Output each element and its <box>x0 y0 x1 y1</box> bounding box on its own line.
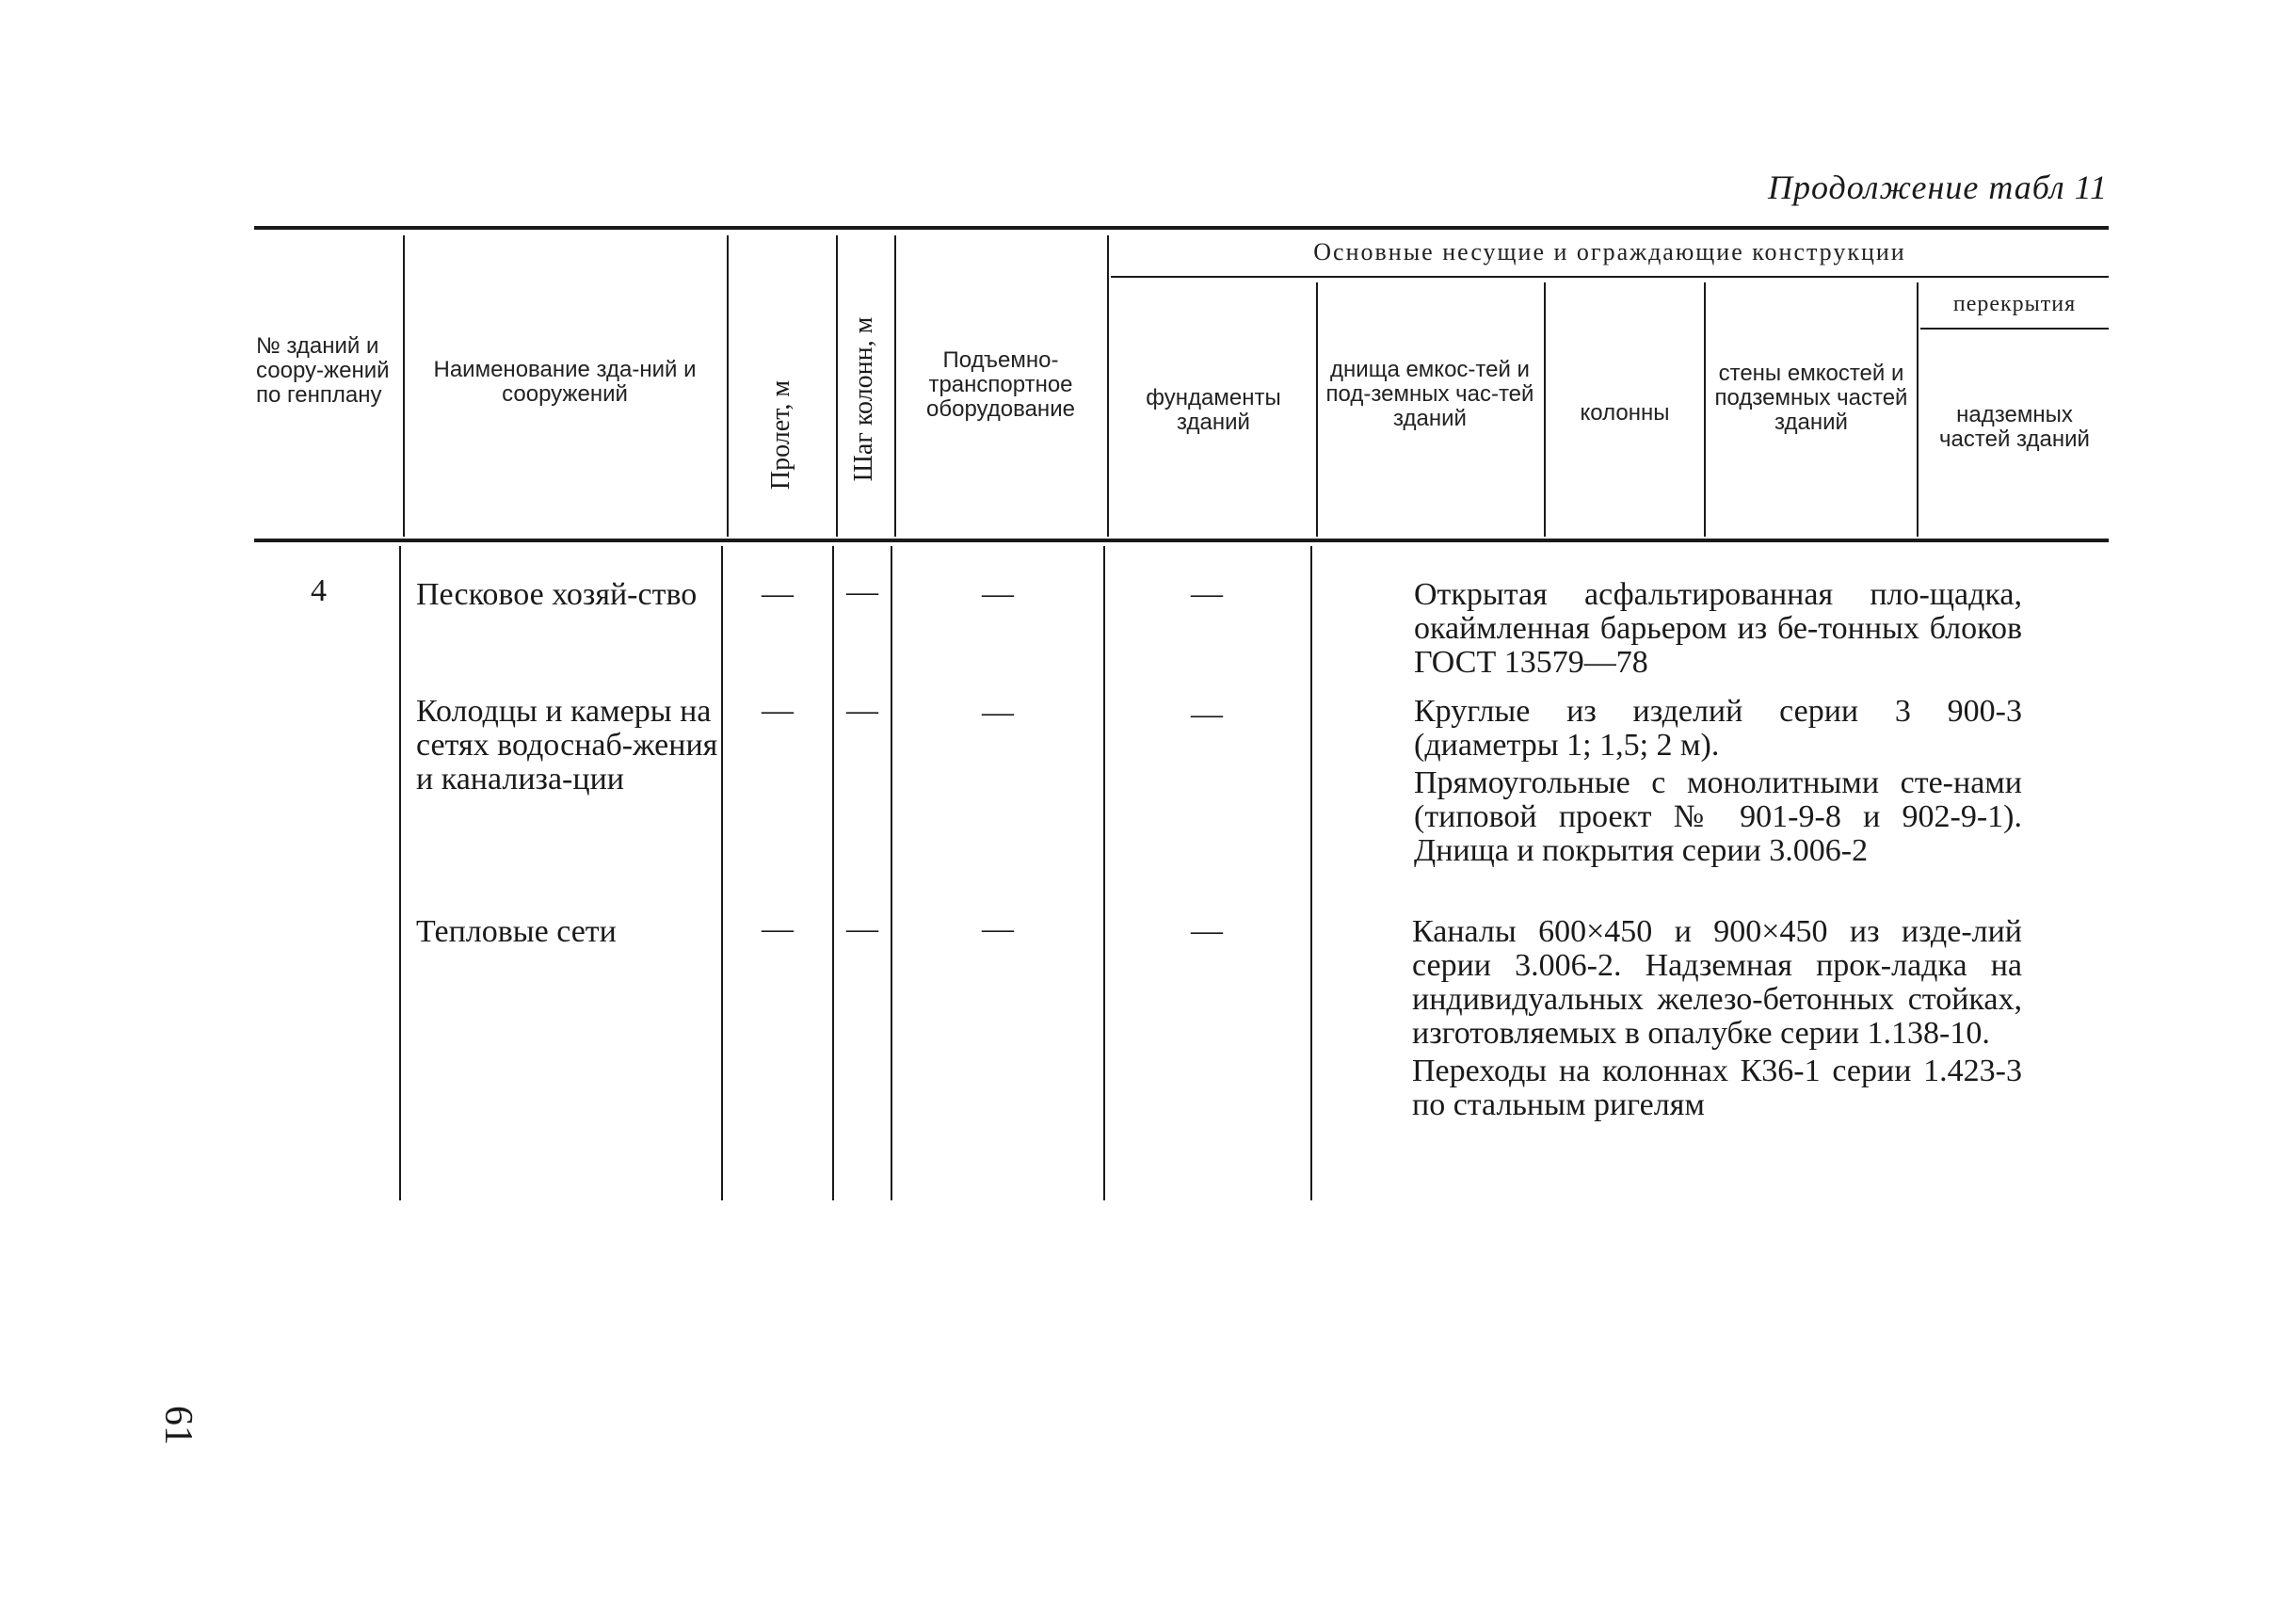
row-3-name: Тепловые сети <box>416 914 617 949</box>
header-columns: колонны <box>1580 400 1670 426</box>
body-divider <box>1310 546 1312 1200</box>
header-divider <box>836 235 838 537</box>
header-divider <box>727 235 729 537</box>
row-2-span: — <box>762 693 794 728</box>
row-3-span: — <box>762 911 794 946</box>
header-group: Основные несущие и ограждающие конструкции <box>1313 238 1906 265</box>
header-name: Наименование зда-ний и сооружений <box>433 357 697 407</box>
row-2-lift: — <box>982 695 1014 730</box>
header-bottom-rule <box>254 539 2109 542</box>
page-number: 61 <box>156 1406 200 1445</box>
header-divider <box>1107 235 1109 537</box>
row-1-step: — <box>846 574 878 609</box>
row-3-step: — <box>846 911 878 946</box>
body-divider <box>721 546 723 1200</box>
row-1-span: — <box>762 576 794 611</box>
row-1-lift: — <box>982 576 1014 611</box>
header-num: № зданий и соору-жений по генплану <box>256 333 390 408</box>
row-2-desc-p1: Круглые из изделий серии 3 900-3 (диаметры 1; 1,5; 2 м). <box>1414 694 2022 763</box>
table-caption: Продолжение табл 11 <box>1767 169 2108 206</box>
row-2-name: Колодцы и камеры на сетях водоснаб-жения и канализа-ции <box>416 694 718 796</box>
body-divider <box>1103 546 1105 1200</box>
row-2-desc-p2: Прямоугольные с монолитными сте-нами (типовой проект № 901-9-8 и 902-9-1). Днища и покрытия серии 3.006-2 <box>1414 765 2022 868</box>
row-2-foundations: — <box>1191 697 1223 732</box>
group-rule <box>1111 276 2109 278</box>
top-rule <box>254 226 2109 230</box>
floors-rule <box>1920 328 2109 330</box>
header-foundations: фундаменты зданий <box>1146 385 1281 435</box>
row-2-step: — <box>846 693 878 728</box>
body-divider <box>891 546 892 1200</box>
header-floors-group: перекрытия <box>1952 292 2077 316</box>
header-step: Шаг колонн, м <box>849 316 878 482</box>
header-divider <box>1544 282 1546 537</box>
header-divider <box>1316 282 1318 537</box>
header-walls: стены емкостей и подземных частей зданий <box>1714 361 1908 435</box>
header-divider <box>403 235 405 537</box>
header-lift: Подъемно-транспортное оборудование <box>926 347 1075 422</box>
body-divider <box>399 546 401 1200</box>
row-1-name: Песковое хозяй-ство <box>416 577 698 612</box>
header-divider <box>1704 282 1706 537</box>
row-3-desc-p2: Переходы на колоннах К36-1 серии 1.423-3 по стальным ригелям <box>1412 1054 2022 1122</box>
body-divider <box>832 546 834 1200</box>
row-3-lift: — <box>982 911 1014 946</box>
row-3-desc <box>1412 915 2022 1126</box>
header-divider <box>1917 282 1919 537</box>
row-1-num: 4 <box>311 573 327 608</box>
header-bottoms: днища емкос-тей и под-земных час-тей зданий <box>1325 357 1534 431</box>
row-1-foundations: — <box>1191 576 1223 611</box>
row-1-desc <box>1414 578 2022 684</box>
header-span: Пролет, м <box>766 379 795 491</box>
row-1-desc-p1: Открытая асфальтированная пло-щадка, окаймленная барьером из бе-тонных блоков ГОСТ 13579—78 <box>1414 577 2022 680</box>
row-3-desc-p1: Каналы 600×450 и 900×450 из изде-лий серии 3.006-2. Надземная прок-ладка на индивидуальных железо-бетонных стойках, изготовляемых в опалубке серии 1.138-10. <box>1412 914 2022 1051</box>
row-3-foundations: — <box>1191 913 1223 948</box>
header-floors-above: надземных частей зданий <box>1939 402 2090 452</box>
row-2-desc <box>1414 695 2022 872</box>
